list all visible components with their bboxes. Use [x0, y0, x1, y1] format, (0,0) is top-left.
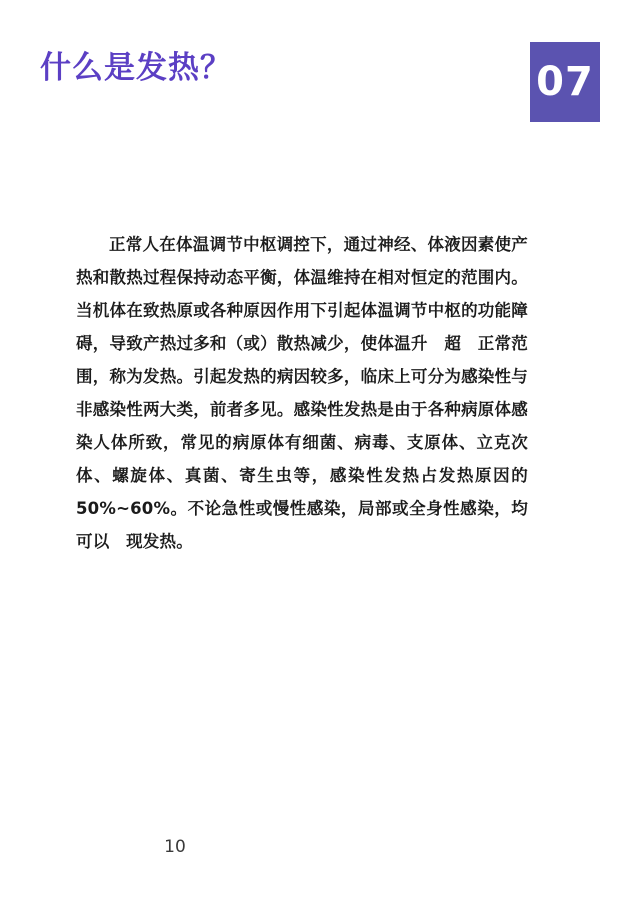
page-number	[0, 837, 640, 857]
page-title: 什么是发热？	[40, 50, 232, 86]
page-number-value: 10	[164, 837, 186, 857]
page-header	[40, 42, 600, 122]
body-paragraph: 正常人在体温调节中枢调控下，通过神经、体液因素使产热和散热过程保持动态平衡，体温维持在相对恒定的范围内。当机体在致热原或各种原因作用下引起体温调节中枢的功能障碍，导致产热过多和（或）散热减少，使体温升 超 正常范围，称为发热。引起发热的病因较多，临床上可分为感染性与非感染性两大类，前者多见。感染性发热是由于各种病原体感染人体所致，常见的病原体有细菌、病毒、支原体、立克次体、螺旋体、真菌、寄生虫等，感染性发热占发热原因的 50%~60%。不论急性或慢性感染，局部或全身性感染，均可以 现发热。	[76, 235, 534, 551]
chapter-number-badge: 07	[530, 42, 600, 122]
body-content	[76, 228, 534, 558]
